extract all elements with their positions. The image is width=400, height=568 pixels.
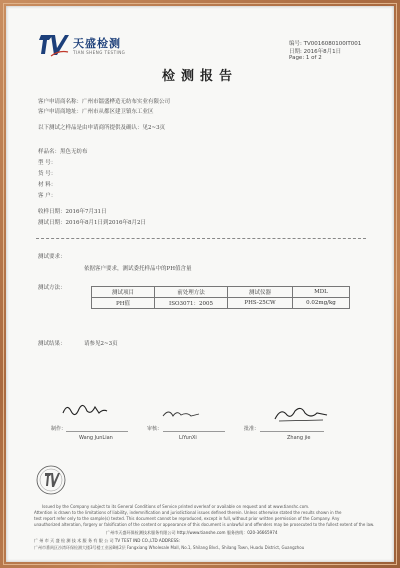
table-cell: PH值 — [92, 298, 155, 309]
page-number: Page: 1 of 2 — [289, 55, 322, 61]
sample-material: 材 料： — [38, 182, 57, 188]
signature-name-1: Wang JunLian — [79, 435, 113, 441]
method-table — [91, 286, 350, 309]
logo-name: 天盛检测 — [73, 37, 121, 50]
requirement-label: 测试要求： — [38, 254, 66, 260]
header-cell: 前处理方法 — [155, 287, 228, 298]
signature-wang-image — [61, 399, 111, 419]
signature-line — [163, 431, 225, 432]
report-number: 编号: TV0016080100IT001 — [289, 41, 362, 47]
signature-line — [66, 431, 128, 432]
header-cell: 测试仪器 — [228, 287, 293, 298]
method-label: 测试方法： — [38, 285, 66, 291]
report-page — [6, 6, 394, 562]
signature-name-3: Zhang jie — [287, 435, 311, 441]
table-header-row — [92, 287, 350, 298]
company-seal-icon — [36, 465, 66, 495]
signature-role-2: 审核： — [147, 426, 163, 432]
client-name: 客户申请商名称：广州市镭盛桦造无纺布实业有限公司 — [38, 99, 171, 105]
sample-note: 以下测试之样品是由申请商所提供及确认：见2~3页 — [38, 125, 166, 131]
result-label: 测试结果： — [38, 341, 66, 347]
table-row — [92, 298, 350, 309]
sample-style: 货 号： — [38, 171, 57, 177]
table-cell: ISO3071：2005 — [155, 298, 228, 309]
report-date: 日期: 2016年8月1日 — [289, 49, 342, 55]
footer-line-2: Attention is drawn to the limitations of liability, indemnification and jurisdictional issues defined therein. Unless otherwise stated the results shown in the — [34, 510, 342, 515]
footer-line-3: test report refer only to the sample(s) tested. This document cannot be reproduced, except in full, without prior written permission of the Company. Any — [34, 516, 340, 521]
logo-subtitle: TIAN SHENG TESTING — [73, 50, 126, 55]
signature-line — [260, 431, 324, 432]
tv-logo-icon — [39, 32, 69, 58]
signature-role-3: 批准： — [244, 426, 260, 432]
footer-line-5: 广州市天盛环保检测技术服务有限公司 http://www.tianshe.com 服务热线：020-36665974 — [106, 530, 278, 535]
table-cell: PHS-25CW — [228, 298, 293, 309]
signature-li-image — [161, 406, 201, 420]
client-address: 客户申请商地址：广州市从都区建卫镇东工业区 — [38, 109, 154, 115]
signature-name-2: LiYunXi — [179, 435, 197, 441]
header-cell: MDL — [293, 287, 350, 298]
footer-line-4: unauthorized alteration, forgery or falsification of the content or appearance of this document is unlawful and offenders may be prosecuted to the fullest extent of the law. — [34, 522, 375, 527]
divider — [36, 238, 366, 239]
footer-line-1: Issued by the Company subject to its General Conditions of Service printed overleaf or available on request and at www.tianshc.com. — [42, 504, 310, 509]
requirement-text: 依据客户要求，测试委托样品中的PH值含量 — [84, 266, 192, 272]
result-text: 请参见2~3页 — [84, 341, 118, 347]
page-title: 检测报告 — [161, 69, 238, 84]
signature-role-1: 制作： — [51, 426, 67, 432]
sample-client: 客 户： — [38, 193, 57, 199]
sample-model: 型 号： — [38, 160, 57, 166]
test-period: 测试日期：2016年8月1日到2016年8月2日 — [38, 220, 146, 226]
footer-line-6: 广州市番禺区沙湾环保检测大楼3号楼工业园8栋2层 Fangxiang Wholesale Mall, No.1, Shilang Blvd., Shilang Town, Huadu District, Guangzhou — [34, 545, 305, 550]
sample-name: 样品名：黑色无纺布 — [38, 149, 88, 155]
header-cell: 测试项目 — [92, 287, 155, 298]
received-date: 收样日期：2016年7月31日 — [38, 209, 107, 215]
table-cell: 0.02mg/kg — [293, 298, 350, 309]
footer-company: 广 州 市 天 盛 检 测 技 术 服 务 有 限 公 司 TV TEST IND CO.,LTD ADDRESS: — [34, 538, 181, 543]
signature-zhang-image — [271, 401, 331, 423]
